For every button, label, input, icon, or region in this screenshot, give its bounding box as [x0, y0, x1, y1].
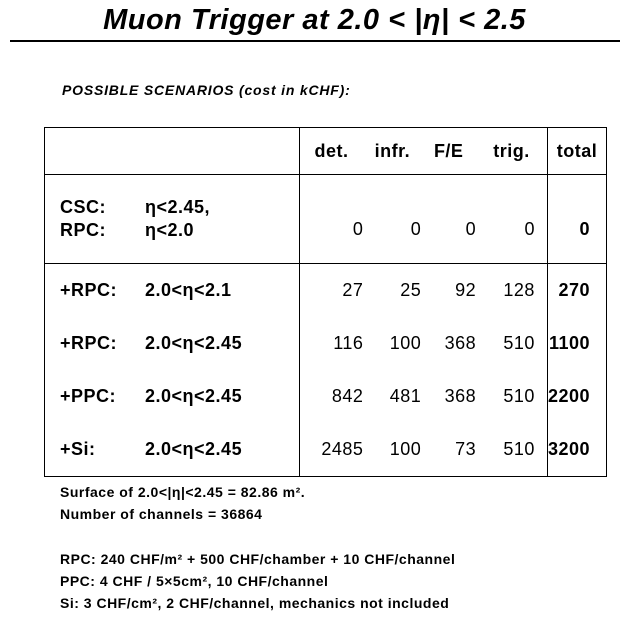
header-infr: infr.	[363, 128, 421, 175]
title-underline	[10, 40, 620, 42]
option-trig: 510	[503, 386, 535, 406]
table-row	[45, 423, 607, 477]
baseline-det: 0	[299, 175, 363, 264]
option-infr: 481	[389, 386, 422, 406]
option-trig: 128	[476, 264, 547, 318]
table-row	[45, 264, 607, 318]
option-total: 270	[547, 264, 606, 318]
option-det: 116	[299, 317, 363, 370]
baseline-fe: 0	[465, 218, 477, 239]
note-surface: Surface of 2.0<|η|<2.45 = 82.86 m².	[60, 484, 306, 500]
option-infr: 100	[389, 333, 422, 353]
baseline-total: 0	[547, 175, 606, 264]
note-ppc-cost: PPC: 4 CHF / 5×5cm², 10 CHF/channel	[60, 573, 329, 589]
option-fe: 368	[444, 333, 477, 353]
table-header-row	[45, 128, 607, 175]
option-range: 2.0<η<2.45	[145, 439, 243, 459]
header-label	[45, 128, 300, 175]
option-fe: 368	[444, 386, 477, 406]
option-total: 3200	[547, 423, 606, 477]
option-infr: 100	[389, 439, 422, 459]
note-rpc-cost: RPC: 240 CHF/m² + 500 CHF/chamber + 10 CHF/channel	[60, 551, 456, 567]
baseline-rpc-name: RPC:	[60, 220, 106, 240]
page-title: Muon Trigger at 2.0 < |η| < 2.5	[103, 4, 526, 36]
baseline-infr: 0	[410, 218, 422, 239]
option-det: 2485	[299, 423, 363, 477]
option-total: 2200	[547, 370, 606, 423]
cost-table	[44, 127, 607, 477]
baseline-csc-range: η<2.45,	[145, 197, 211, 217]
baseline-csc-name: CSC:	[60, 197, 106, 217]
note-channels: Number of channels = 36864	[60, 506, 263, 522]
option-label	[45, 317, 300, 370]
baseline-label	[45, 175, 300, 264]
option-range: 2.0<η<2.45	[145, 386, 243, 406]
option-det: 27	[299, 264, 363, 318]
header-trig: trig.	[476, 128, 547, 175]
option-name: +RPC:	[60, 280, 118, 300]
option-det: 842	[299, 370, 363, 423]
note-si-cost: Si: 3 CHF/cm², 2 CHF/channel, mechanics not included	[60, 595, 450, 611]
table-row-baseline	[45, 175, 607, 264]
option-label	[45, 264, 300, 318]
section-subtitle: POSSIBLE SCENARIOS (cost in kCHF):	[62, 82, 351, 98]
option-range: 2.0<η<2.45	[145, 333, 243, 353]
option-label	[45, 370, 300, 423]
option-infr: 25	[363, 264, 421, 318]
table-row	[45, 317, 607, 370]
table-row	[45, 370, 607, 423]
option-fe: 92	[421, 264, 476, 318]
header-total: total	[547, 128, 606, 175]
option-trig: 510	[503, 439, 535, 459]
baseline-trig: 0	[524, 218, 535, 239]
option-label	[45, 423, 300, 477]
option-name: +PPC:	[60, 386, 117, 406]
option-fe: 73	[455, 439, 477, 459]
option-name: +RPC:	[60, 333, 118, 353]
header-fe: F/E	[421, 128, 476, 175]
option-trig: 510	[503, 333, 535, 353]
option-total: 1100	[547, 317, 606, 370]
option-name: +Si:	[60, 439, 96, 459]
option-range: 2.0<η<2.1	[145, 280, 232, 300]
baseline-rpc-range: η<2.0	[145, 220, 195, 240]
header-det: det.	[299, 128, 363, 175]
